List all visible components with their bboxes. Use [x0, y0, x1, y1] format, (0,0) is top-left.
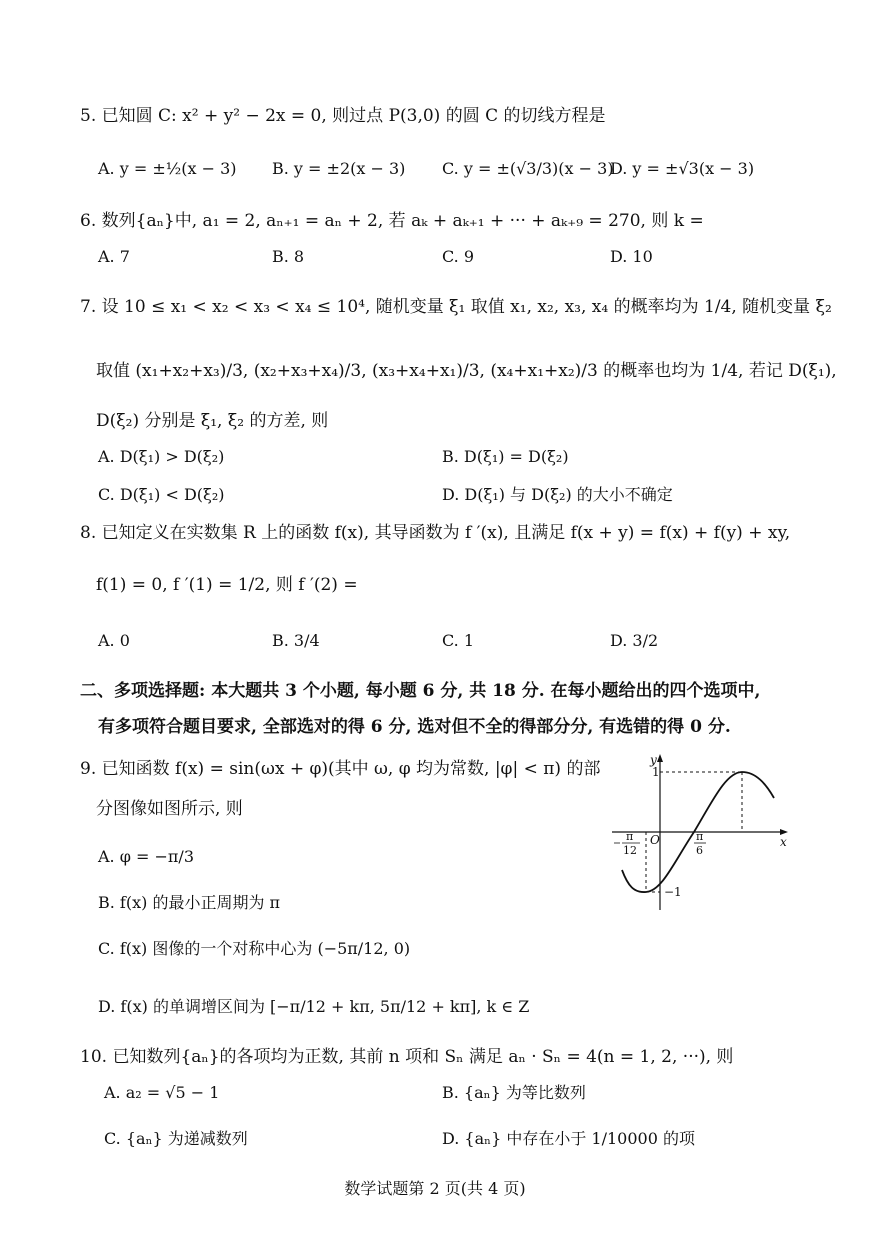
q8-option-a: A. 0 — [98, 631, 130, 650]
q6-option-a: A. 7 — [98, 247, 130, 266]
section2-line2: 有多项符合题目要求, 全部选对的得 6 分, 选对但不全的得部分分, 有选错的得 0 分. — [98, 717, 731, 737]
y-axis-arrow-icon — [657, 754, 663, 762]
q7-line1: 7. 设 10 ≤ x₁ < x₂ < x₃ < x₄ ≤ 10⁴, 随机变量 ξ₁ 取值 x₁, x₂, x₃, x₄ 的概率均为 1/4, 随机变量 ξ₂ — [80, 297, 832, 317]
q9-option-d: D. f(x) 的单调增区间为 [−π/12 + kπ, 5π/12 + kπ], k ∈ Z — [98, 997, 530, 1016]
q9-sine-graph — [612, 752, 792, 912]
q6-option-d: D. 10 — [610, 247, 653, 266]
q9-line2: 分图像如图所示, 则 — [96, 799, 243, 819]
q7-line2: 取值 (x₁+x₂+x₃)/3, (x₂+x₃+x₄)/3, (x₃+x₄+x₁)/3, (x₄+x₁+x₂)/3 的概率也均为 1/4, 若记 D(ξ₁), — [96, 361, 837, 381]
q9-option-a: A. φ = −π/3 — [98, 847, 194, 866]
q5-stem: 5. 已知圆 C: x² + y² − 2x = 0, 则过点 P(3,0) 的圆 C 的切线方程是 — [80, 106, 606, 126]
q6-option-b: B. 8 — [272, 247, 305, 266]
q8-line2: f(1) = 0, f ′(1) = 1/2, 则 f ′(2) = — [96, 575, 358, 595]
q10-option-d: D. {aₙ} 中存在小于 1/10000 的项 — [442, 1129, 695, 1148]
q8-line1: 8. 已知定义在实数集 R 上的函数 f(x), 其导函数为 f ′(x), 且满足 f(x + y) = f(x) + f(y) + xy, — [80, 523, 791, 543]
page-footer: 数学试题第 2 页(共 4 页) — [344, 1179, 526, 1198]
min-label: −1 — [664, 885, 682, 899]
q8-option-d: D. 3/2 — [610, 631, 659, 650]
origin-label: O — [650, 833, 660, 847]
q7-line3: D(ξ₂) 分别是 ξ₁, ξ₂ 的方差, 则 — [96, 411, 329, 431]
neg-pi12-denominator: 12 — [623, 844, 637, 857]
q5-option-b: B. y = ±2(x − 3) — [272, 159, 406, 178]
q10-option-b: B. {aₙ} 为等比数列 — [442, 1083, 586, 1102]
q5-option-c: C. y = ±(√3/3)(x − 3) — [442, 159, 614, 178]
q7-option-c: C. D(ξ₁) < D(ξ₂) — [98, 485, 225, 504]
q10-stem: 10. 已知数列{aₙ}的各项均为正数, 其前 n 项和 Sₙ 满足 aₙ · Sₙ = 4(n = 1, 2, ···), 则 — [80, 1047, 734, 1067]
q8-option-b: B. 3/4 — [272, 631, 320, 650]
pi6-numerator: π — [696, 830, 704, 843]
y-axis-label: y — [650, 753, 657, 767]
neg-pi12-numerator: π — [626, 830, 634, 843]
q7-option-a: A. D(ξ₁) > D(ξ₂) — [98, 447, 225, 466]
q7-option-d: D. D(ξ₁) 与 D(ξ₂) 的大小不确定 — [442, 485, 673, 504]
q8-option-c: C. 1 — [442, 631, 475, 650]
q5-option-a: A. y = ±½(x − 3) — [98, 159, 237, 178]
q9-line1: 9. 已知函数 f(x) = sin(ωx + φ)(其中 ω, φ 均为常数, |φ| < π) 的部 — [80, 759, 601, 779]
q6-option-c: C. 9 — [442, 247, 475, 266]
pi6-denominator: 6 — [696, 844, 703, 857]
q9-option-c: C. f(x) 图像的一个对称中心为 (−5π/12, 0) — [98, 939, 411, 958]
q7-option-b: B. D(ξ₁) = D(ξ₂) — [442, 447, 569, 466]
q5-option-d: D. y = ±√3(x − 3) — [610, 159, 755, 178]
q10-option-a: A. a₂ = √5 − 1 — [104, 1083, 220, 1102]
x-axis-label: x — [780, 835, 787, 849]
q9-option-b: B. f(x) 的最小正周期为 π — [98, 893, 281, 912]
max-label: 1 — [652, 765, 660, 779]
q10-option-c: C. {aₙ} 为递减数列 — [104, 1129, 248, 1148]
section2-line1: 二、多项选择题: 本大题共 3 个小题, 每小题 6 分, 共 18 分. 在每小题给出的四个选项中, — [80, 681, 761, 701]
q6-stem: 6. 数列{aₙ}中, a₁ = 2, aₙ₊₁ = aₙ + 2, 若 aₖ + aₖ₊₁ + ··· + aₖ₊₉ = 270, 则 k = — [80, 211, 704, 231]
